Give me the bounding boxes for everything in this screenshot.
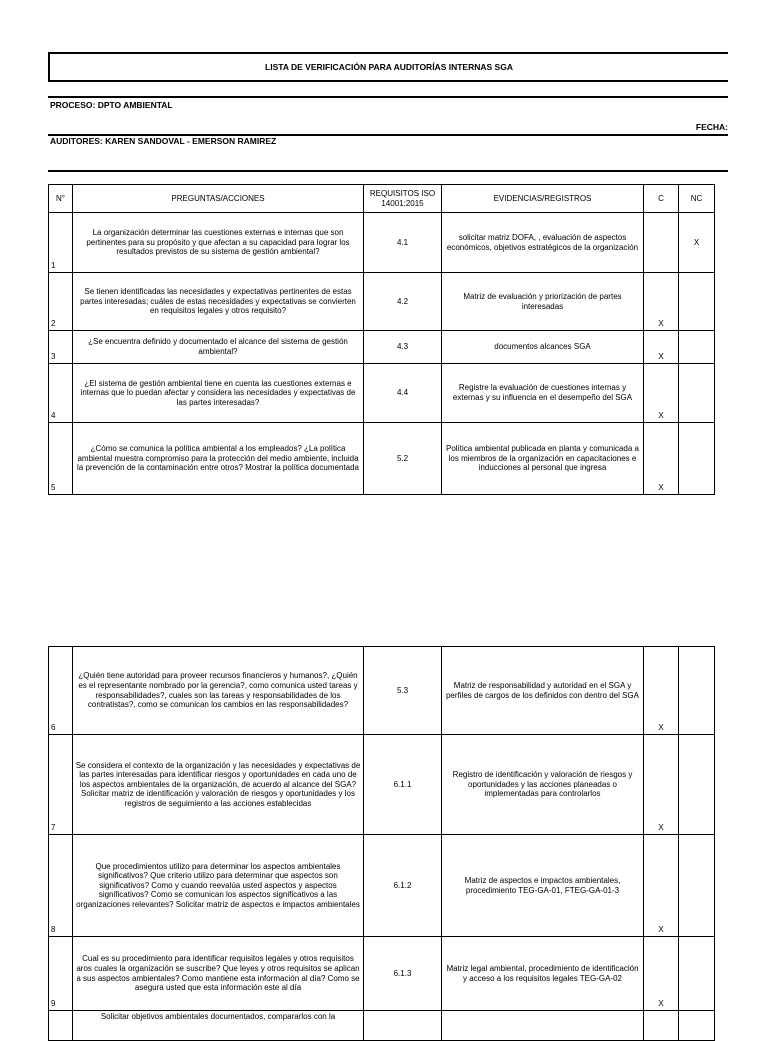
row-num: 9 (49, 937, 73, 1011)
row-nc (679, 364, 715, 423)
table-row (49, 273, 715, 331)
row-c: X (644, 735, 679, 835)
row-evidence: Registro de identificación y valoración de riesgos y oportunidades y las acciones planeadas o implementadas para controlarlos (442, 735, 644, 835)
row-nc (679, 273, 715, 331)
col-nc: NC (679, 185, 715, 213)
row-requirement: 6.1.2 (364, 835, 442, 937)
document-title (48, 52, 728, 82)
table-row (49, 937, 715, 1011)
row-c: X (644, 423, 679, 495)
row-num: 1 (49, 213, 73, 273)
row-question: ¿Quién tiene autoridad para proveer recursos financieros y humanos?, ¿Quién es el representante nombrado por la gerencia?, como comunica usted tareas y responsabilidades?, cuales son las tareas y responsabilidades de los contratistas?, como se comunican los cambios en las responsabilidades? (73, 647, 364, 735)
row-c: X (644, 647, 679, 735)
row-question: ¿Se encuentra definido y documentado el alcance del sistema de gestión ambiental? (73, 331, 364, 364)
table-row (49, 647, 715, 735)
row-requirement: 4.4 (364, 364, 442, 423)
row-evidence: Matriz de evaluación y priorización de partes interesadas (442, 273, 644, 331)
row-c: X (644, 364, 679, 423)
checklist-table-2 (48, 646, 715, 1041)
row-num: 8 (49, 835, 73, 937)
row-nc (679, 423, 715, 495)
table-row (49, 423, 715, 495)
table-row (49, 331, 715, 364)
col-preguntas: PREGUNTAS/ACCIONES (73, 185, 364, 213)
row-evidence (442, 1011, 644, 1041)
row-requirement: 4.2 (364, 273, 442, 331)
row-c: X (644, 331, 679, 364)
row-requirement: 6.1.1 (364, 735, 442, 835)
row-nc (679, 1011, 715, 1041)
row-question: Que procedimientos utilizo para determinar los aspectos ambientales significativos? Que criterio utilizo para determinar que aspectos son significativos? Como y cuando reevalúa usted aspectos y aspectos significativos? Como se comunican los aspectos significativos a las organizaciones relevantes? Solicitar matriz de aspectos e impactos ambientales (73, 835, 364, 937)
row-num: 7 (49, 735, 73, 835)
table-header-row (49, 185, 715, 213)
row-num: 6 (49, 647, 73, 735)
row-question: Se considera el contexto de la organización y las necesidades y expectativas de las partes interesadas para identificar riesgos y oportunidades en cada uno de los aspectos ambientales de la organización, de acuerdo al alcance del SGA? Solicitar matriz de identificación y valoración de riesgos y oportunidades y los registros de seguimiento a las acciones establecidas (73, 735, 364, 835)
col-c: C (644, 185, 679, 213)
checklist-table-1 (48, 184, 715, 495)
table-row (49, 213, 715, 273)
row-c: X (644, 273, 679, 331)
row-evidence: Política ambiental publicada en planta y comunicada a los miembros de la organización en capacitaciones e inducciones al personal que ingresa (442, 423, 644, 495)
row-c (644, 1011, 679, 1041)
row-nc (679, 835, 715, 937)
col-requisitos: REQUISITOS ISO 14001:2015 (364, 185, 442, 213)
row-nc (679, 331, 715, 364)
row-requirement: 5.3 (364, 647, 442, 735)
row-c (644, 213, 679, 273)
col-num: N° (49, 185, 73, 213)
row-question: Se tienen identificadas las necesidades y expectativas pertinentes de estas partes interesadas; cuáles de estas necesidades y expectativas se convierten en requisitos legales y otros requisito? (73, 273, 364, 331)
row-evidence: Matriz de responsabilidad y autoridad en el SGA y perfiles de cargos de los definidos con dentro del SGA (442, 647, 644, 735)
col-evidencias: EVIDENCIAS/REGISTROS (442, 185, 644, 213)
row-c: X (644, 835, 679, 937)
row-question: ¿Cómo se comunica la política ambiental a los empleados? ¿La política ambiental muestra compromiso para la protección del medio ambiente, incluida la prevención de la contaminación entre otros? Mostrar la política documentada (73, 423, 364, 495)
row-requirement (364, 1011, 442, 1041)
title-text: LISTA DE VERIFICACIÓN PARA AUDITORÍAS INTERNAS SGA (265, 62, 513, 72)
row-question: Cual es su procedimiento para identificar requisitos legales y otros requisitos aros cuales la organización se suscribe? Que leyes y otros requisitos se aplican a sus aspectos ambientales? Como mantiene esta información al día? Como se asegura usted que esta información este al día (73, 937, 364, 1011)
row-num: 3 (49, 331, 73, 364)
row-question: ¿El sistema de gestión ambiental tiene en cuenta las cuestiones externas e internas que lo puedan afectar y considera las necesidades y expectativas de las partes interesadas? (73, 364, 364, 423)
row-evidence: Matriz legal ambiental, procedimiento de identificación y acceso a los requisitos legales TEG-GA-02 (442, 937, 644, 1011)
row-num: 5 (49, 423, 73, 495)
table-row (49, 835, 715, 937)
row-evidence: Registre la evaluación de cuestiones internas y externas y su influencia en el desempeño del SGA (442, 364, 644, 423)
row-requirement: 5.2 (364, 423, 442, 495)
row-nc (679, 647, 715, 735)
row-num: 2 (49, 273, 73, 331)
row-evidence: solicitar matriz DOFA, , evaluación de aspectos económicos, objetivos estratégicos de la organización (442, 213, 644, 273)
row-nc: X (679, 213, 715, 273)
table-row (49, 364, 715, 423)
row-num: 4 (49, 364, 73, 423)
row-nc (679, 937, 715, 1011)
row-nc (679, 735, 715, 835)
table-row (49, 1011, 715, 1041)
fecha-label: FECHA: (695, 122, 728, 132)
row-requirement: 4.3 (364, 331, 442, 364)
table-row (49, 735, 715, 835)
row-question: La organización determinar las cuestiones externas e internas que son pertinentes para su propósito y que afectan a su capacidad para lograr los resultados previstos de su sistema de gestión ambiental? (73, 213, 364, 273)
row-c: X (644, 937, 679, 1011)
row-evidence: documentos alcances SGA (442, 331, 644, 364)
row-requirement: 6.1.3 (364, 937, 442, 1011)
row-requirement: 4.1 (364, 213, 442, 273)
row-evidence: Matriz de aspectos e impactos ambientales, procedimiento TEG-GA-01, FTEG-GA-01-3 (442, 835, 644, 937)
proceso-label: PROCESO: DPTO AMBIENTAL (50, 100, 173, 110)
auditores-label: AUDITORES: KAREN SANDOVAL - EMERSON RAMIREZ (50, 136, 277, 146)
header-info (48, 96, 728, 172)
row-question: Solicitar objetivos ambientales documentados, compararlos con la (73, 1011, 364, 1041)
row-num (49, 1011, 73, 1041)
